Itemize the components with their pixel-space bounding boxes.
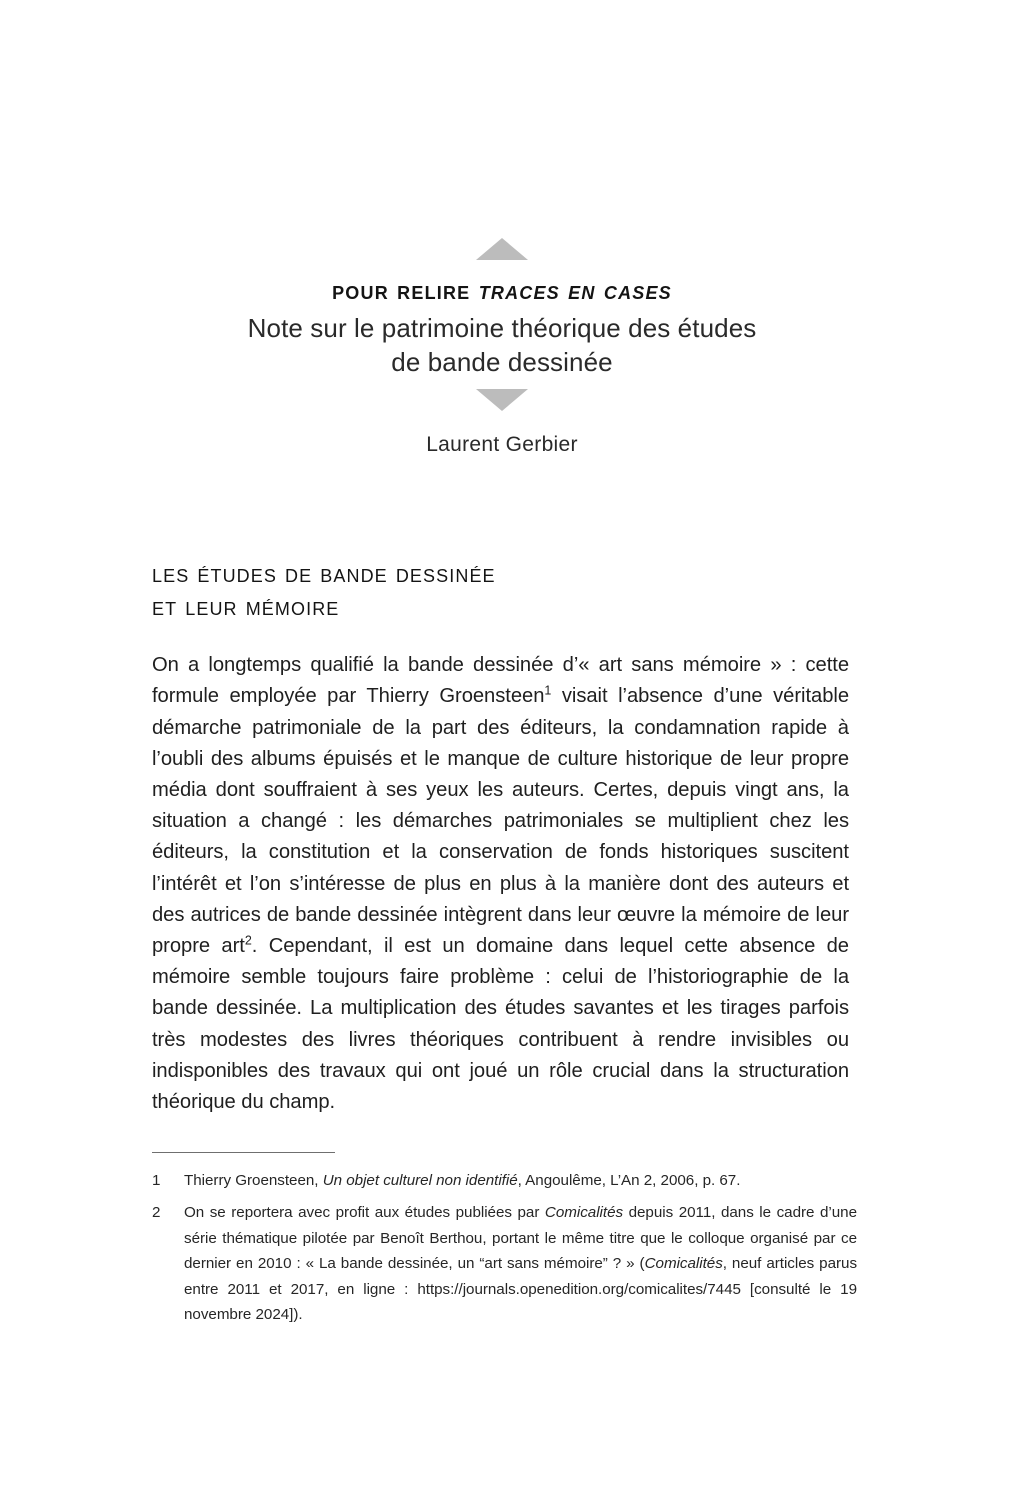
body-part-2: visait l’absence d’une véritable démarche patrimoniale de la part des éditeurs, la condamnation rapide à l’oubli des albums épuisés et le manque de culture historique de leur propre média dont souffraient à ses yeux les auteurs. Certes, depuis vingt ans, la situation a changé : les démarches patrimoniales se multiplient chez les éditeurs, la constitution et la conservation de fonds historiques suscitent l’intérêt et l’on s’intéresse de plus en plus à la manière dont des auteurs et des autrices de bande dessinée intègrent dans leur œuvre la mémoire de leur propre art xyxy=(152,685,849,958)
footnote-marker-2[interactable]: 2 xyxy=(244,933,252,948)
section-heading-line-1: les études de bande dessinée xyxy=(152,560,496,588)
title-prefix: pour relire xyxy=(332,277,479,305)
footnote-text-pre: On se reportera avec profit aux études publiées par xyxy=(184,1204,545,1222)
triangle-up-ornament-icon xyxy=(476,238,528,260)
footnotes-list xyxy=(152,1168,857,1334)
footnote-title-italic: Un objet culturel non identifié xyxy=(322,1172,518,1189)
triangle-down-ornament-icon xyxy=(476,389,528,411)
footnote-title-italic-2: Comicalités xyxy=(644,1255,723,1273)
body-paragraph xyxy=(152,650,849,1118)
title-work: traces en cases xyxy=(478,277,672,305)
body-part-3: . Cependant, il est un domaine dans lequel cette absence de mémoire semble toujours faire problème : celui de l’historiographie de la bande dessinée. La multiplication des études savantes et les tirages parfois très modestes des livres théoriques contribuent à rendre invisibles ou indisponibles des travaux qui ont joué un rôle crucial dans la structuration théorique du champ. xyxy=(152,935,849,1114)
footnote-text-post: depuis 2011, dans le cadre d’une série thématique pilotée par Benoît Berthou, portant le même titre que le colloque organisé par ce dernier en 2010 : « La bande dessinée, un “art sans mémoire” ? » ( xyxy=(184,1204,857,1273)
footnote-marker-1[interactable]: 1 xyxy=(544,683,552,698)
footnote-text-pre: Thierry Groensteen, xyxy=(184,1172,323,1189)
footnote-title-italic: Comicalités xyxy=(544,1204,624,1222)
section-heading-line-2: et leur mémoire xyxy=(152,593,340,621)
footnote-item xyxy=(152,1168,857,1193)
footnote-separator xyxy=(152,1152,335,1153)
subtitle-line-1: Note sur le patrimoine théorique des études xyxy=(247,312,757,343)
body-part-1: On a longtemps qualifié la bande dessinée d’« art sans mémoire » : cette formule employée par Thierry Groensteen xyxy=(152,654,849,708)
section-heading xyxy=(152,558,852,624)
page-title xyxy=(152,276,852,308)
footnote-text-post-2: , neuf articles parus entre 2011 et 2017, en ligne : https://journals.openedition.org/comicalites/7445 [consulté le 19 novembre 2024]). xyxy=(184,1255,858,1324)
author-name: Laurent Gerbier xyxy=(426,433,578,457)
title-block xyxy=(152,238,852,457)
footnote-text-post: , Angoulême, L’An 2, 2006, p. 67. xyxy=(517,1172,741,1189)
footnote-number: 1 xyxy=(152,1172,161,1189)
page-subtitle xyxy=(152,312,852,380)
footnote-number: 2 xyxy=(152,1204,161,1222)
subtitle-line-2: de bande dessinée xyxy=(391,346,613,377)
footnote-item xyxy=(152,1200,857,1327)
